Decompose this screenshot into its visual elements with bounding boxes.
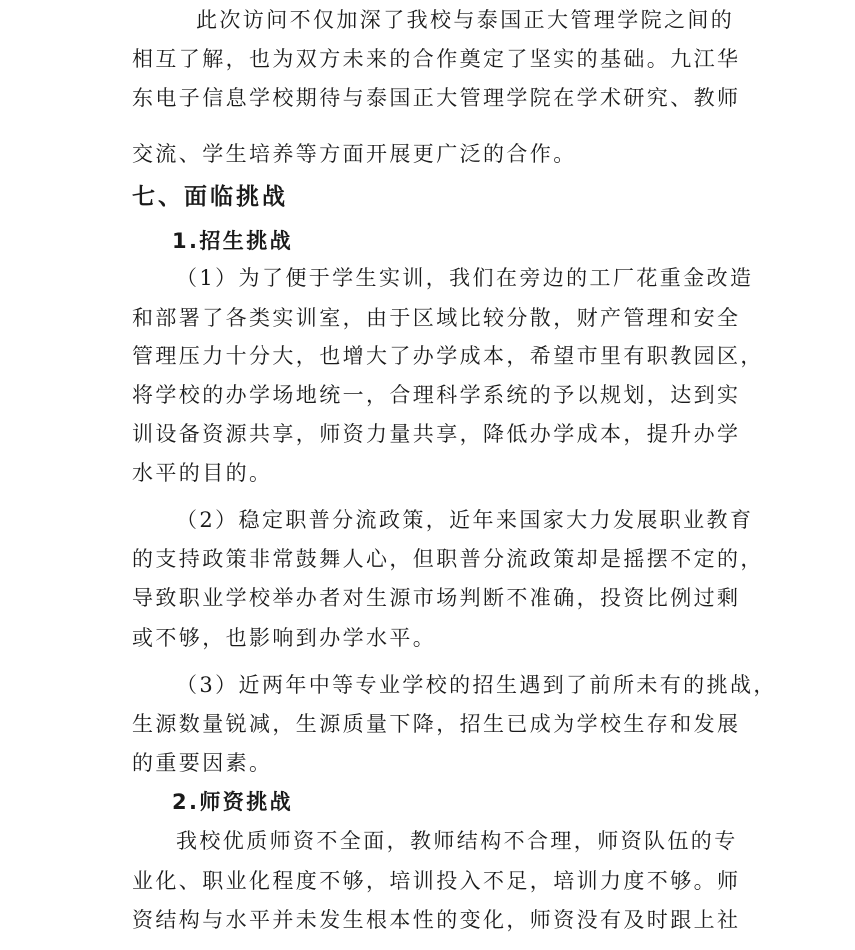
paragraph-5-line-2: 业化、职业化程度不够，培训投入不足，培训力度不够。师 [132, 869, 741, 893]
paragraph-4-line-1: （3）近两年中等专业学校的招生遇到了前所未有的挑战， [176, 673, 777, 697]
paragraph-5-line-1: 我校优质师资不全面，教师结构不合理，师资队伍的专 [176, 829, 738, 853]
paragraph-2-line-1: （1）为了便于学生实训，我们在旁边的工厂花重金改造 [176, 266, 754, 290]
paragraph-2-line-2: 和部署了各类实训室，由于区域比较分散，财产管理和安全 [132, 306, 741, 330]
paragraph-1-line-3: 东电子信息学校期待与泰国正大管理学院在学术研究、教师 [132, 86, 741, 110]
paragraph-3-line-1: （2）稳定职普分流政策，近年来国家大力发展职业教育 [176, 508, 754, 532]
section-heading-challenges: 七、面临挑战 [132, 184, 288, 210]
paragraph-5-line-3: 资结构与水平并未发生根本性的变化，师资没有及时跟上社 [132, 908, 741, 932]
paragraph-1-line-4: 交流、学生培养等方面开展更广泛的合作。 [132, 142, 577, 166]
paragraph-2-line-3: 管理压力十分大，也增大了办学成本，希望市里有职教园区， [132, 344, 764, 368]
paragraph-3-line-2: 的支持政策非常鼓舞人心，但职普分流政策却是摇摆不定的， [132, 547, 764, 571]
paragraph-2-line-6: 水平的目的。 [132, 461, 273, 485]
paragraph-2-line-4: 将学校的办学场地统一，合理科学系统的予以规划，达到实 [132, 383, 741, 407]
paragraph-3-line-4: 或不够，也影响到办学水平。 [132, 626, 437, 650]
subheading-faculty-challenge: 2.师资挑战 [172, 790, 293, 814]
paragraph-1-line-2: 相互了解，也为双方未来的合作奠定了坚实的基础。九江华 [132, 47, 741, 71]
paragraph-4-line-2: 生源数量锐减，生源质量下降，招生已成为学校生存和发展 [132, 712, 741, 736]
subheading-enrollment-challenge: 1.招生挑战 [172, 229, 293, 253]
paragraph-4-line-3: 的重要因素。 [132, 751, 273, 775]
paragraph-2-line-5: 训设备资源共享，师资力量共享，降低办学成本，提升办学 [132, 422, 741, 446]
paragraph-1-line-1: 此次访问不仅加深了我校与泰国正大管理学院之间的 [196, 8, 735, 32]
paragraph-3-line-3: 导致职业学校举办者对生源市场判断不准确，投资比例过剩 [132, 586, 741, 610]
